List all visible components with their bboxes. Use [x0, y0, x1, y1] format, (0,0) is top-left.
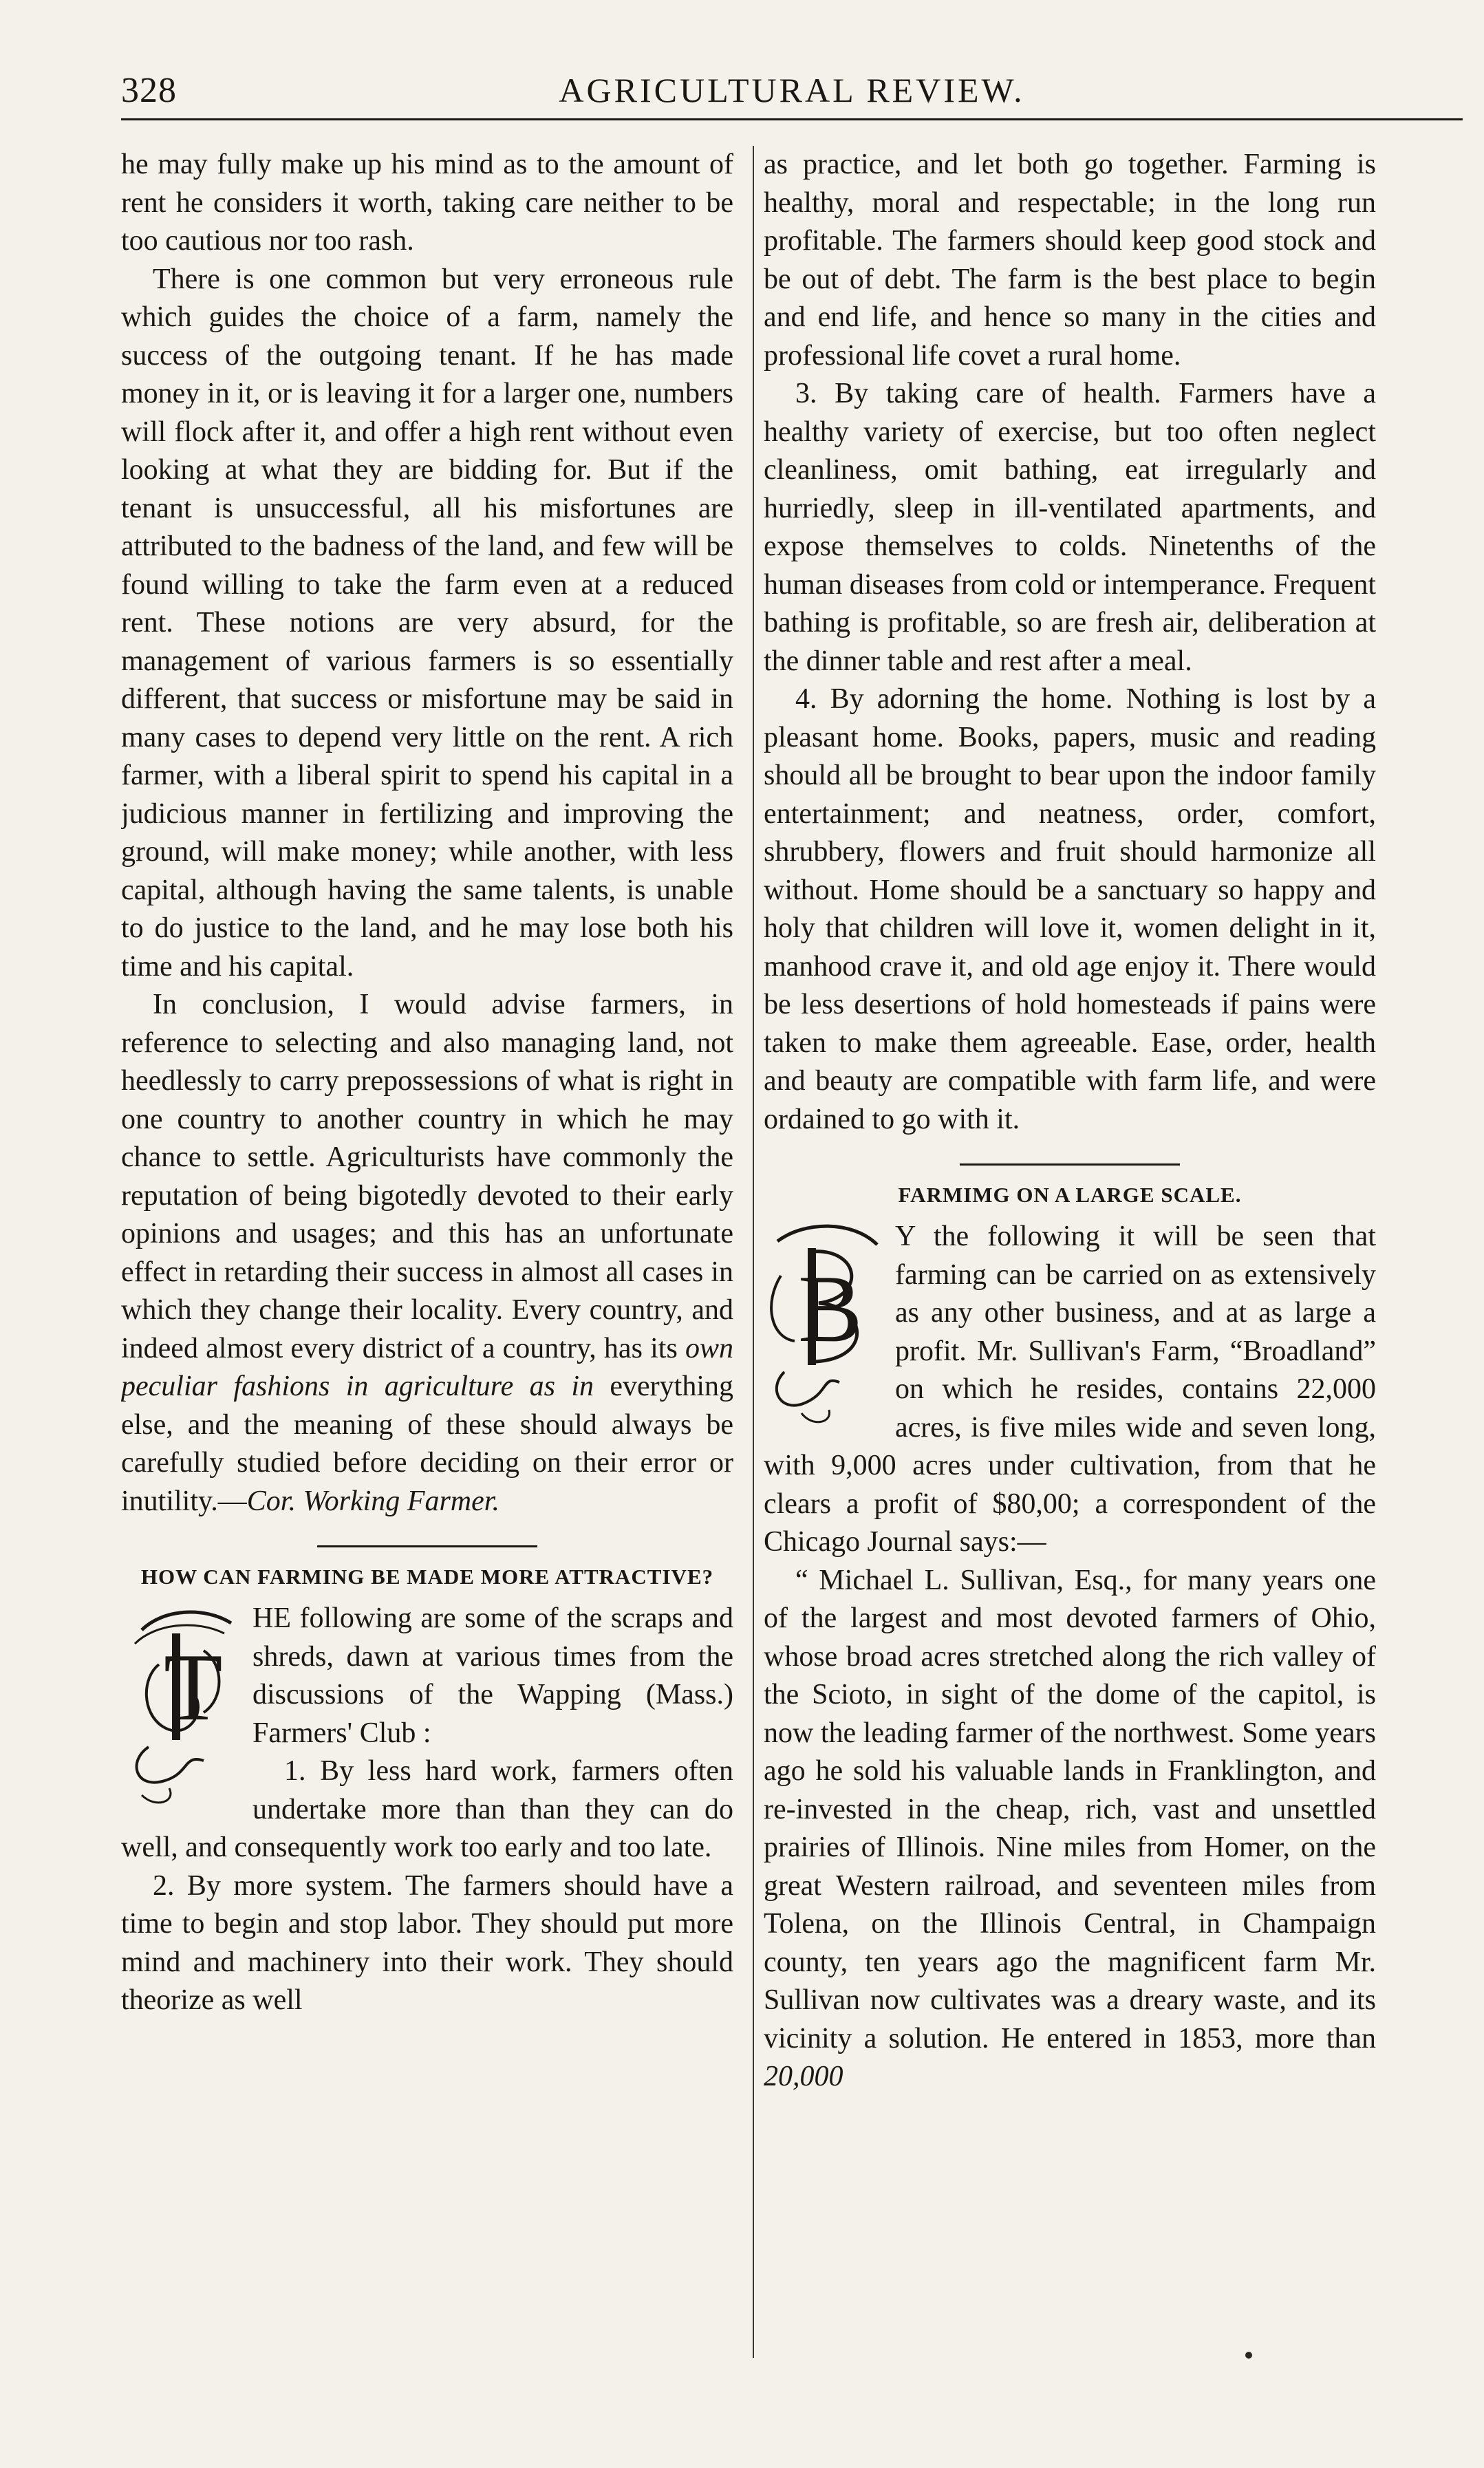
section-heading: HOW CAN FARMING BE MADE MORE ATTRACTIVE?: [140, 1565, 714, 1589]
running-title: AGRICULTURAL REVIEW.: [559, 71, 1025, 109]
section-divider: [960, 1163, 1180, 1166]
section-divider: [317, 1545, 537, 1547]
dropcap-ornament-icon: [121, 1602, 241, 1809]
text-run: “ Michael L. Sullivan, Esq., for many years one of the largest and most devoted farmers of Ohio, whose broad acres stretched along the rich valley of the Scioto, in sight of the dome of the capitol, is now the leading farmer of the northwest. Some years ago he sold his valuable lands in Franklington, and re-invested in the cheap, rich, vast and unsettled prairies of Illinois. Nine miles from Homer, on the great Western railroad, and seventeen miles from Tolena, on the Illinois Central, in Champaign county, ten years ago the magnificent farm Mr. Sullivan now cultivates was a dreary waste, and its vicinity a solution. He entered in 1853, more than: [764, 1564, 1376, 2054]
paragraph: as practice, and let both go together. Farming is healthy, moral and respectable; in the long run profitable. The farmers should keep good stock and be out of debt. The farm is the best place to begin and end life, and hence so many in the cities and professional life covet a rural home.: [764, 149, 1376, 372]
paragraph: 3. By taking care of health. Farmers have a healthy variety of exercise, but too often neglect cleanliness, omit bathing, eat irregularly and hurriedly, sleep in ill-ventilated apartments, and expose themselves to colds. Ninetenths of the human diseases from cold or intemperance. Frequent bathing is profitable, so are fresh air, deliberation at the dinner table and rest after a meal.: [764, 378, 1376, 677]
source-credit: Cor. Working Farmer.: [246, 1485, 499, 1517]
paragraph: [121, 986, 733, 1521]
paragraph: 4. By adorning the home. Nothing is lost by a pleasant home. Books, papers, music and reading should all be brought to bear upon the indoor family entertainment; and neatness, order, comfort, shrubbery, flowers and fruit should harmonize all without. Home should be a sanctuary so happy and holy that children will love it, women delight in it, manhood crave it, and old age enjoy it. There would be less desertions of hold homesteads if pains were taken to make them agreeable. Ease, order, health and beauty are compatible with farm life, and were ordained to go with it.: [764, 683, 1376, 1135]
ornamental-dropcap: [764, 1221, 884, 1427]
page-header: [121, 63, 1463, 120]
paragraph: Y the following it will be seen that farming can be carried on as extensively as any other business, and at as large a profit. Mr. Sullivan's Farm, “Broadland” on which he resides, contains 22,000 acres, is five miles wide and seven long, with 9,000 acres under cultivation, from that he clears a profit of $80,00; a correspondent of the Chicago Journal says:—: [764, 1221, 1376, 1558]
paragraph: [764, 1562, 1376, 2096]
paragraph: he may fully make up his mind as to the amount of rent he considers it worth, taking care neither to be too cautious nor too rash.: [121, 149, 733, 257]
italic-text: 20,000: [764, 2061, 843, 2092]
text-run: everything else, and the meaning of these should always be carefully studied before deciding on their error or inutility.—: [121, 1371, 733, 1517]
dropcap-letter: T: [164, 1634, 223, 1741]
right-column: [764, 146, 1376, 2348]
section-heading: FARMIMG ON A LARGE SCALE.: [898, 1183, 1242, 1207]
dropcap-ornament-icon: [764, 1221, 884, 1427]
ornamental-dropcap: [121, 1602, 241, 1809]
page-number: 328: [121, 71, 177, 110]
paragraph: 2. By more system. The farmers should have a time to begin and stop labor. They should put more mind and machinery into their work. They should theorize as well: [121, 1869, 733, 2016]
paragraph: There is one common but very erroneous rule which guides the choice of a farm, namely the success of the outgoing tenant. If he has made money in it, or is leaving it for a larger one, numbers will flock after it, and offer a high rent without even looking at what they are bidding for. But if the tenant is unsuccessful, all his misfortunes are attributed to the badness of the land, and few will be found willing to take the farm even at a reduced rent. These notions are very absurd, for the management of various farmers is so essentially different, that success or misfortune may be said in many cases to depend very little on the rent. A rich farmer, with a liberal spirit to spend his capital in a judicious manner in fertilizing and improving the ground, will make money; while another, with less capital, although having the same talents, is unable to do justice to the land, and he may lose both his time and his capital.: [121, 263, 733, 983]
dropcap-letter: B: [798, 1256, 863, 1362]
text-run: In conclusion, I would advise farmers, in reference to selecting and also managing land, not heedlessly to carry prepossessions of what is right in one country to another country in which he may chance to settle. Agriculturists have commonly the reputation of being bigotedly devoted to their early opinions and usages; and this has an unfortunate effect in retarding their success in almost all cases in which they change their locality. Every country, and indeed almost every district of a country, has its: [121, 989, 733, 1364]
paragraph: HE following are some of the scraps and shreds, dawn at various times from the discussions of the Wapping (Mass.) Farmers' Club :: [252, 1602, 733, 1749]
italic-text: own peculiar fashions in agriculture as in: [121, 1332, 733, 1402]
ink-speck: [1245, 2352, 1252, 2359]
left-column: [121, 146, 733, 2348]
paragraph: 1. By less hard work, farmers often undertake more than than they can do well, and consequently work too early and too late.: [121, 1755, 733, 1863]
column-divider: [753, 146, 754, 2358]
